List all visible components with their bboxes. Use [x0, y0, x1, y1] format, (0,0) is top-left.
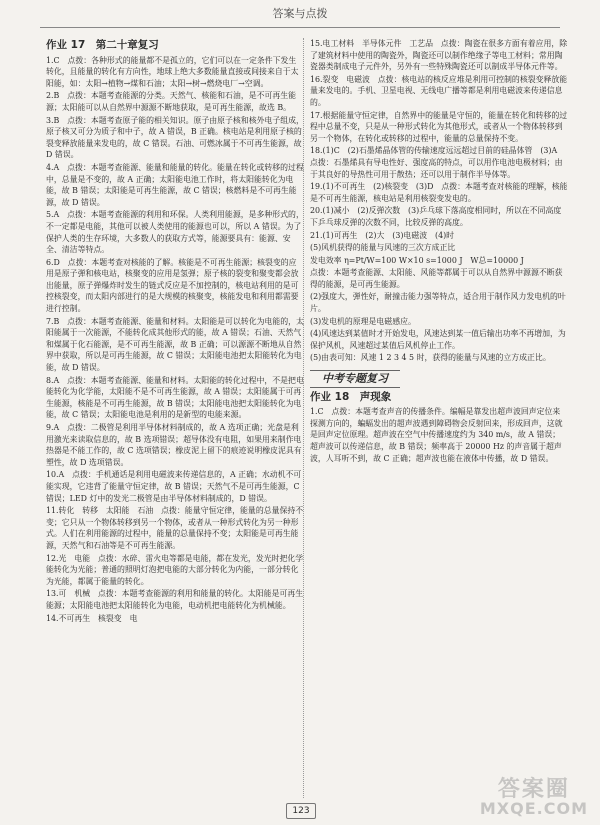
- left-paragraphs: [46, 55, 304, 625]
- answer-paragraph: 7.B 点拨：本题考查能源、能量和材料。太阳能是可以转化为电能的，太阳能属于一次能源，不能转化成其他形式的能，故 A 错误；石油、天然气和煤属于化石能源，是不可再生能源，故 B 正确；可以源源不断地从自然界中获取，所以是可再生能源，故 C 错误；太阳能电池把太阳能转化为电能，故 D 错误。: [46, 316, 304, 373]
- answer-paragraph: (2)强度大，弹性好，耐撞击能力强等特点，适合用于制作风力发电机的叶片。: [310, 292, 566, 314]
- answer-paragraph: (3)发电机的原理是电磁感应。: [310, 316, 416, 326]
- answer-paragraph: 19.(1)不可再生 (2)核裂变 (3)D 点拨：本题考查对核能的理解，核能是不可再生能源，核电站是利用核裂变发电的。: [310, 182, 568, 203]
- column-divider: [303, 38, 304, 798]
- header-rule: [40, 27, 560, 28]
- answer-paragraph: 20.(1)减小 (2)反弹次数 (3)乒乓球下落高度相同时，所以在不同高度下乒乓球反弹的次数不同，比较反弹的高度。: [310, 206, 562, 227]
- answer-paragraph: 1.C 点拨：本题考查声音的传播条件。编幅是靠发出超声波回声定位来探测方向的，蝙蝠发出的超声波遇到障碍物会反射回来，形成回声，这就是回声定位原理。超声波在空气中传播速度约为 340 m/s，故 A 错误；超声波可以传递信息，故 B 错误；频率高于 20000 Hz 的声音属于超声波，人耳听不到，故 C 正确；超声波也能在液体中传播，故 D 错误。: [310, 407, 563, 463]
- answer-paragraph: 18.(1)C (2)石墨烯晶体管的传输速度远远超过目前的硅晶体管 (3)A 点拨：石墨烯具有导电性好、强度高的特点，可以用作电池电极材料；由于其良好的导热性可用于散热；还可以用于制作半导体等。: [310, 146, 566, 179]
- header-title: 答案与点拨: [272, 7, 328, 20]
- answer-paragraph: 2.B 点拨：本题考查能源的分类。天然气、核能和石油，是不可再生能源；太阳能可以从自然界中源源不断地获取，是可再生能源，故选 B。: [46, 91, 297, 112]
- watermark-top: 答案圈: [497, 777, 570, 802]
- answer-paragraph: 15.电工材料 半导体元件 工艺品 点拨：陶瓷在很多方面有着应用，除了建筑材料中使用的陶瓷外，陶瓷还可以制作绝缘子等电工材料；常用陶瓷器类制成电子元件外，另外有一些特殊陶瓷还可以制成半导体元件等。: [310, 39, 568, 72]
- page-number: 123: [286, 803, 316, 819]
- watermark: [480, 779, 588, 817]
- answer-paragraph: 21.(1)可再生 (2)大 (3)电磁波 (4)时: [310, 230, 455, 240]
- answer-paragraph: 3.B 点拨：本题考查原子能的相关知识。原子由原子核和核外电子组成，原子核又可分为质子和中子，故 A 错误，B 正确。核电站是利用原子核的裂变释放能量来发电的，故 C 错误。石油、可燃冰属于不可再生能源，故 D 错误。: [46, 115, 304, 160]
- answer-paragraph: 5.A 点拨：本题考查能源的利用和环保。人类利用能源，是多种形式的，不一定都是电能，其他可以被人类使用的能源也可以，所以 A 错误。为了保护人类的生存环境，大多数人的获取方式等，能源要具有：能源、安全、清洁等特点。: [46, 210, 304, 255]
- right-paragraphs: [310, 38, 568, 364]
- answer-paragraph: 发电效率 η=Pt/W=100 W×10 s=1000 J W总=10000 J: [310, 255, 524, 265]
- answer-paragraph: (4)风速达到某值时才开始发电，风速达到某一值后输出功率不再增加，为保护风机，风速超过某值后风机停止工作。: [310, 329, 566, 350]
- exam-review-title: 中考专题复习: [310, 370, 400, 388]
- right-column: [310, 38, 568, 464]
- answer-paragraph: 1.C 点拨：各种形式的能量都不是孤立的，它们可以在一定条件下发生转化，且能量的转化有方向性，地球上绝大多数能量直接或间接来自于太阳能，如：太阳→植物→煤和石油；太阳→树→燃烧电厂→空调。: [46, 55, 299, 88]
- answer-paragraph: 9.A 点拨：二极管是利用半导体材料制成的，故 A 选项正确；光盘是利用激光来读取信息的，故 B 选项错误；超导体没有电阻，如果用来制作电热器是不能工作的，故 C 选项错误；橡皮泥上留下的痕迹说明橡皮泥具有塑性，故 D 选项错误。: [46, 423, 302, 467]
- answer-paragraph: 10.A 点拨：手机通话是利用电磁波来传递信息的，A 正确；水动机不可能实现，它违背了能量守恒定律，故 B 错误；天然气不是可再生能源，C 错误；LED 灯中的发光二极管是由半导体材料制成的，D 错误。: [46, 470, 302, 503]
- answer-paragraph: 11.转化 转移 太阳能 石油 点拨：能量守恒定律，能量的总量保持不变；它只从一个物体转移到另一个物体，或者从一种形式转化为另一种形式。人们在利用能源的过程中，能量的总量保持不变；太阳能是可再生能源，天然气和石油等是不可再生能源。: [46, 506, 304, 550]
- answer-paragraph: 6.D 点拨：本题考查对核能的了解。核能是不可再生能源；核裂变的应用是原子弹和核电站，核聚变的应用是氢弹；原子核的裂变和聚变都会放出能量，原子弹爆炸时发生的链式反应是不加控制的，核电站利用的是可控核裂变，而太阳内部进行的是大规模的核聚变，核能发电和利用都需要进行控制。: [46, 257, 299, 314]
- answer-paragraph: 17.根据能量守恒定律，自然界中的能量是守恒的，能量在转化和转移的过程中总量不变，只是从一种形式转化为其他形式，或者从一个物体转移到另一个物体，在转化或转移的过程中，能量的总量保持不变。: [310, 110, 568, 143]
- answer-paragraph: 16.裂变 电磁波 点拨：核电站的核反应堆是利用可控制的核裂变释放能量来发电的。手机、卫星电视、无线电广播等都是利用电磁波来传递信息的。: [310, 74, 568, 107]
- section-title: 作业 18 声现象: [310, 390, 392, 403]
- answer-paragraph: 14.不可再生 核裂变 电: [46, 613, 138, 623]
- answer-paragraph: 12.光 电能 点拨：水碎、雷火电等都是电能，都在发光，发光时把化学能转化为光能；普通的照明灯泡把电能的大部分转化为内能，一部分转化为光能，都属于能量的转化。: [46, 553, 304, 586]
- answer-paragraph: 4.A 点拨：本题考查能源、能量和能量的转化。能量在转化或转移的过程中，总量是不变的，故 A 正确；太阳能电池工作时，将太阳能转化为电能，故 B 错误；太阳能是可再生能源，故 C 错误；核燃料是不可再生能源，故 D 错误。: [46, 162, 304, 207]
- answer-paragraph: (5)由表可知：风速 1 2 3 4 5 时，获得的能量与风速的立方成正比。: [310, 353, 551, 363]
- page-header: [0, 0, 600, 28]
- left-column: [46, 38, 304, 624]
- answer-paragraph: 点拨：本题考查能源、太阳能、风能等都属于可以从自然界中源源不断获得的能源，是可再生能源。: [310, 268, 563, 289]
- answer-paragraph: (5)风机获得的能量与风速的三次方成正比: [310, 243, 456, 253]
- answer-paragraph: 8.A 点拨：本题考查能源、能量和材料。太阳能的转化过程中，不是把电能转化为化学能，太阳能不是不可再生能源，故 A 错误；太阳能属于可再生能源，核能是不可再生能源，故 B 错误；太阳能电池把太阳能转化为电能，故 C 错误；太阳能电池是利用的是新型的电能来源。: [46, 375, 304, 420]
- section-title: 作业 17 第二十章复习: [46, 39, 159, 51]
- answer-paragraph: 13.可 机械 点拨：本题考查能源的利用和能量的转化。太阳能是可再生能源；太阳能电池把太阳能转化为电能，电动机把电能转化为机械能。: [46, 589, 304, 610]
- watermark-bottom: MXQE.COM: [479, 799, 588, 818]
